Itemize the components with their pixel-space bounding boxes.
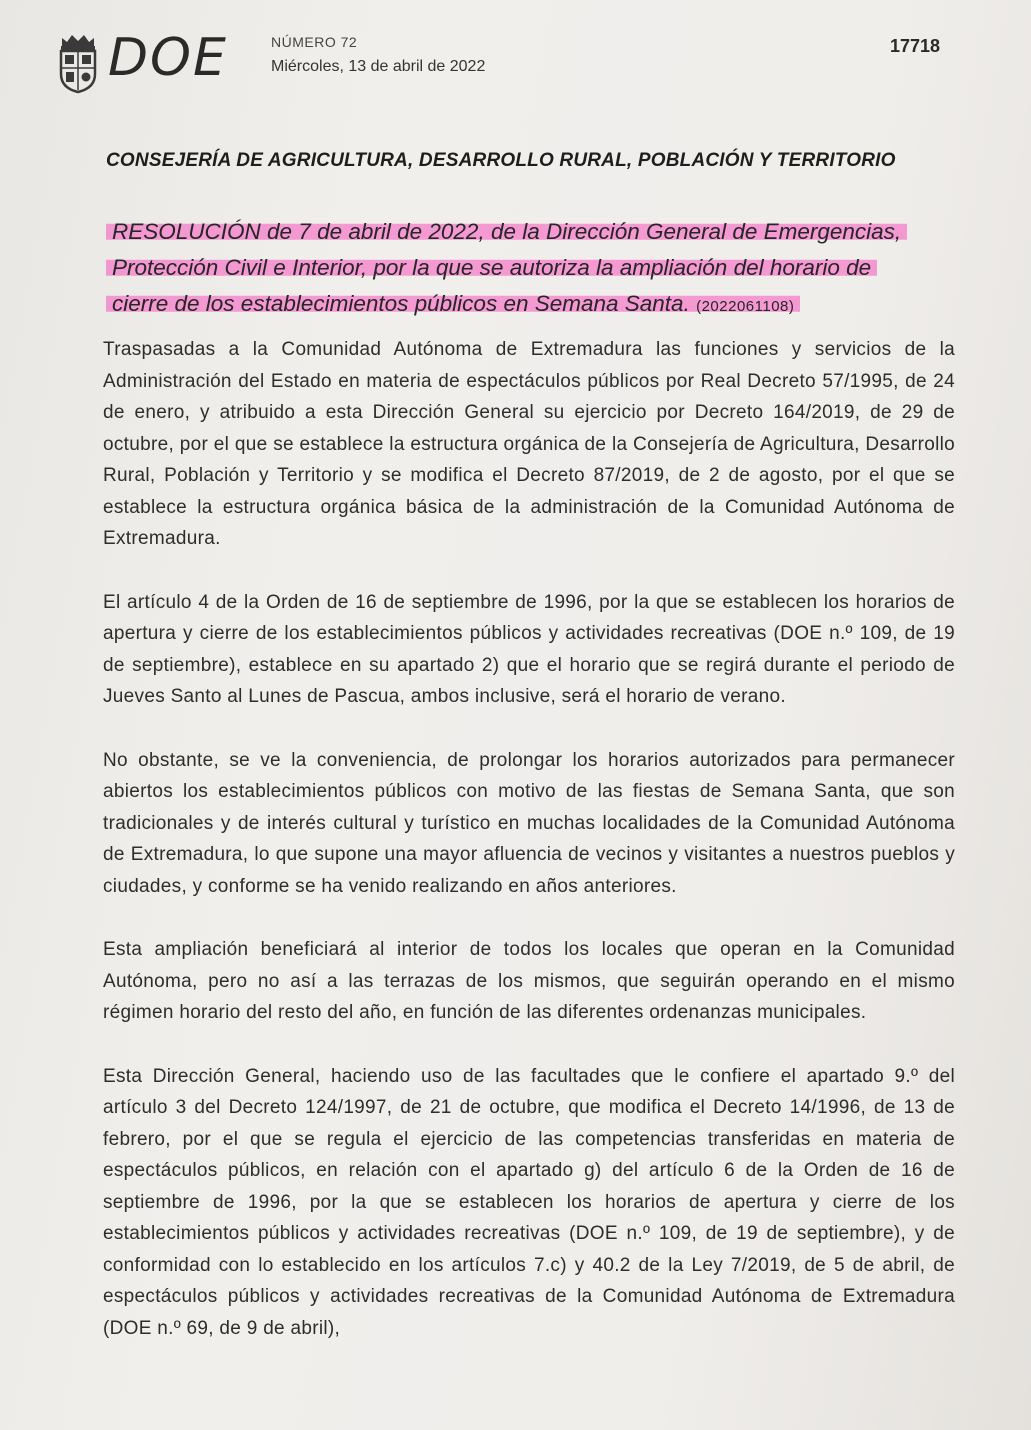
page-number: 17718	[889, 36, 940, 56]
page-header	[56, 28, 956, 98]
ministry-heading: CONSEJERÍA DE AGRICULTURA, DESARROLLO RURAL, POBLACIÓN Y TERRITORIO	[106, 150, 896, 171]
paragraph: Traspasadas a la Comunidad Autónoma de Extremadura las funciones y servicios de la Administración del Estado en materia de espectáculos públicos por Real Decreto 57/1995, de 24 de enero, y atribuido a esta Dirección General su ejercicio por Decreto 164/2019, de 29 de octubre, por el que se establece la estructura orgánica de la Consejería de Agricultura, Desarrollo Rural, Población y Territorio y se modifica el Decreto 87/2019, de 2 de agosto, por el que se establece la estructura orgánica básica de la administración de la Comunidad Autónoma de Extremadura.	[103, 339, 955, 549]
paragraph: El artículo 4 de la Orden de 16 de septiembre de 1996, por la que se establecen los horarios de apertura y cierre de los establecimientos públicos y actividades recreativas (DOE n.º 109, de 19 de septiembre), establece en su apartado 2) que el horario que se regirá durante el periodo de Jueves Santo al Lunes de Pascua, ambos inclusive, será el horario de verano.	[103, 591, 955, 707]
resolution-line	[96, 214, 956, 250]
paragraph: No obstante, se ve la conveniencia, de prolongar los horarios autorizados para permanecer abiertos los establecimientos públicos con motivo de las fiestas de Semana Santa, que son tradicionales y de interés cultural y turístico en muchas localidades de la Comunidad Autónoma de Extremadura, lo que supone una mayor afluencia de vecinos y visitantes a nuestros pueblos y ciudades, y conforme se ha venido realizando en años anteriores.	[103, 749, 955, 897]
resolution-title	[96, 214, 956, 325]
doe-logo: DOE	[108, 28, 228, 88]
coat-of-arms-icon	[56, 32, 100, 94]
issue-number: NÚMERO 72	[271, 34, 358, 50]
resolution-code: (2022061108)	[696, 298, 795, 315]
document-body	[103, 334, 955, 1376]
resolution-last-line	[106, 291, 800, 316]
resolution-line-text: cierre de los establecimientos públicos en Semana Santa.	[112, 291, 690, 316]
resolution-line	[96, 250, 956, 286]
paragraph: Esta ampliación beneficiará al interior de todos los locales que operan en la Comunidad Autónoma, pero no así a las terrazas de los mismos, que seguirán operando en el mismo régimen horario del resto del año, en función de las diferentes ordenanzas municipales.	[103, 939, 955, 1023]
issue-date: Miércoles, 13 de abril de 2022	[271, 58, 486, 75]
paragraph: Esta Dirección General, haciendo uso de las facultades que le confiere el apartado 9.º del artículo 3 del Decreto 124/1997, de 21 de octubre, que modifica el Decreto 14/1996, de 13 de febrero, por el que se regula el ejercicio de las competencias transferidas en materia de espectáculos públicos, en relación con el apartado g) del artículo 6 de la Orden de 16 de septiembre de 1996, por la que se establecen los horarios de apertura y cierre de los establecimientos públicos y actividades recreativas (DOE n.º 109, de 19 de septiembre), y de conformidad con lo establecido en los artículos 7.c) y 40.2 de la Ley 7/2019, de 5 de abril, de espectáculos públicos y actividades recreativas de la Comunidad Autónoma de Extremadura (DOE n.º 69, de 9 de abril),	[103, 1065, 955, 1339]
resolution-line-text: Protección Civil e Interior, por la que se autoriza la ampliación del horario de	[106, 255, 877, 280]
resolution-line	[96, 286, 956, 325]
resolution-line-text: RESOLUCIÓN de 7 de abril de 2022, de la Dirección General de Emergencias,	[106, 219, 907, 244]
